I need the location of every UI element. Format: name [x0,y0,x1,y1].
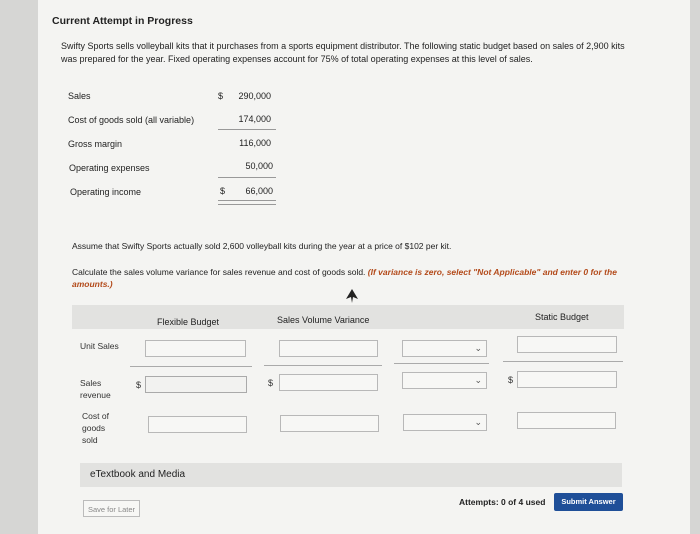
row-underline [394,363,489,364]
currency-symbol: $ [136,380,142,390]
problem-intro: Swifty Sports sells volleyball kits that it purchases from a sports equipment distributor. The following static budget based on sales of 2,900 kits was prepared for the year. Fixed operating expenses account for 75% of total operating expenses at this level of sales. [61,41,625,64]
static-unit-sales-input[interactable] [517,336,617,353]
row-label-unit-sales: Unit Sales [80,341,119,351]
header-static-budget: Static Budget [535,312,589,322]
budget-row-prefix: $ [218,91,224,101]
flexible-sales-revenue-input[interactable] [145,376,247,393]
variance-cogs-select[interactable] [403,414,487,431]
etextbook-media-link[interactable]: eTextbook and Media [80,463,622,487]
budget-row-label: Operating expenses [69,163,150,173]
subtotal-rule [218,177,276,178]
currency-symbol: $ [508,375,514,385]
chevron-down-icon: ⌄ [474,417,482,427]
instruction-note: (If variance is zero, select "Not Applicable" and enter 0 for the amounts.) [72,267,617,289]
budget-row-value: 50,000 [245,161,273,171]
variance-unit-sales-select[interactable] [402,340,487,357]
header-sales-volume-variance: Sales Volume Variance [277,315,370,325]
static-cogs-input[interactable] [517,412,616,429]
assume-text: Assume that Swifty Sports actually sold 2,600 volleyball kits during the year at a price of $102 per kit. [72,241,452,251]
subtotal-rule [218,129,276,130]
page-heading: Current Attempt in Progress [52,15,193,27]
submit-answer-button[interactable]: Submit Answer [554,493,623,511]
variance-unit-sales-input[interactable] [279,340,378,357]
row-label-sales-revenue: Sales revenue [80,378,111,400]
save-for-later-button[interactable]: Save for Later [83,500,140,517]
budget-row-prefix: $ [220,186,226,196]
row-label-cost-of-goods-sold: Cost of goods sold [82,411,109,445]
budget-row-label: Gross margin [68,139,123,149]
row-underline [130,366,252,367]
chevron-down-icon: ⌄ [474,375,482,385]
budget-row-value: 116,000 [239,138,271,148]
variance-cogs-input[interactable] [280,415,379,432]
header-flexible-budget: Flexible Budget [157,317,220,327]
instruction-main: Calculate the sales volume variance for sales revenue and cost of goods sold. [72,267,366,277]
instruction-text [72,266,628,290]
variance-sales-revenue-input[interactable] [279,374,378,391]
budget-row-value: 174,000 [238,114,271,124]
budget-row-label: Cost of goods sold (all variable) [68,115,195,125]
budget-row-value: 66,000 [245,186,273,196]
currency-symbol: $ [268,378,274,388]
mouse-cursor-icon [346,289,358,303]
flexible-unit-sales-input[interactable] [145,340,246,357]
attempts-counter: Attempts: 0 of 4 used [459,497,546,507]
flexible-cogs-input[interactable] [148,416,247,433]
static-sales-revenue-input[interactable] [517,371,617,388]
total-double-rule [218,200,276,205]
budget-row-label: Sales [68,91,91,101]
budget-row-value: 290,000 [238,91,271,101]
variance-sales-revenue-select[interactable] [402,372,487,389]
row-underline [264,365,382,366]
chevron-down-icon: ⌄ [474,343,482,353]
budget-row-label: Operating income [70,187,142,197]
row-underline [503,361,623,362]
